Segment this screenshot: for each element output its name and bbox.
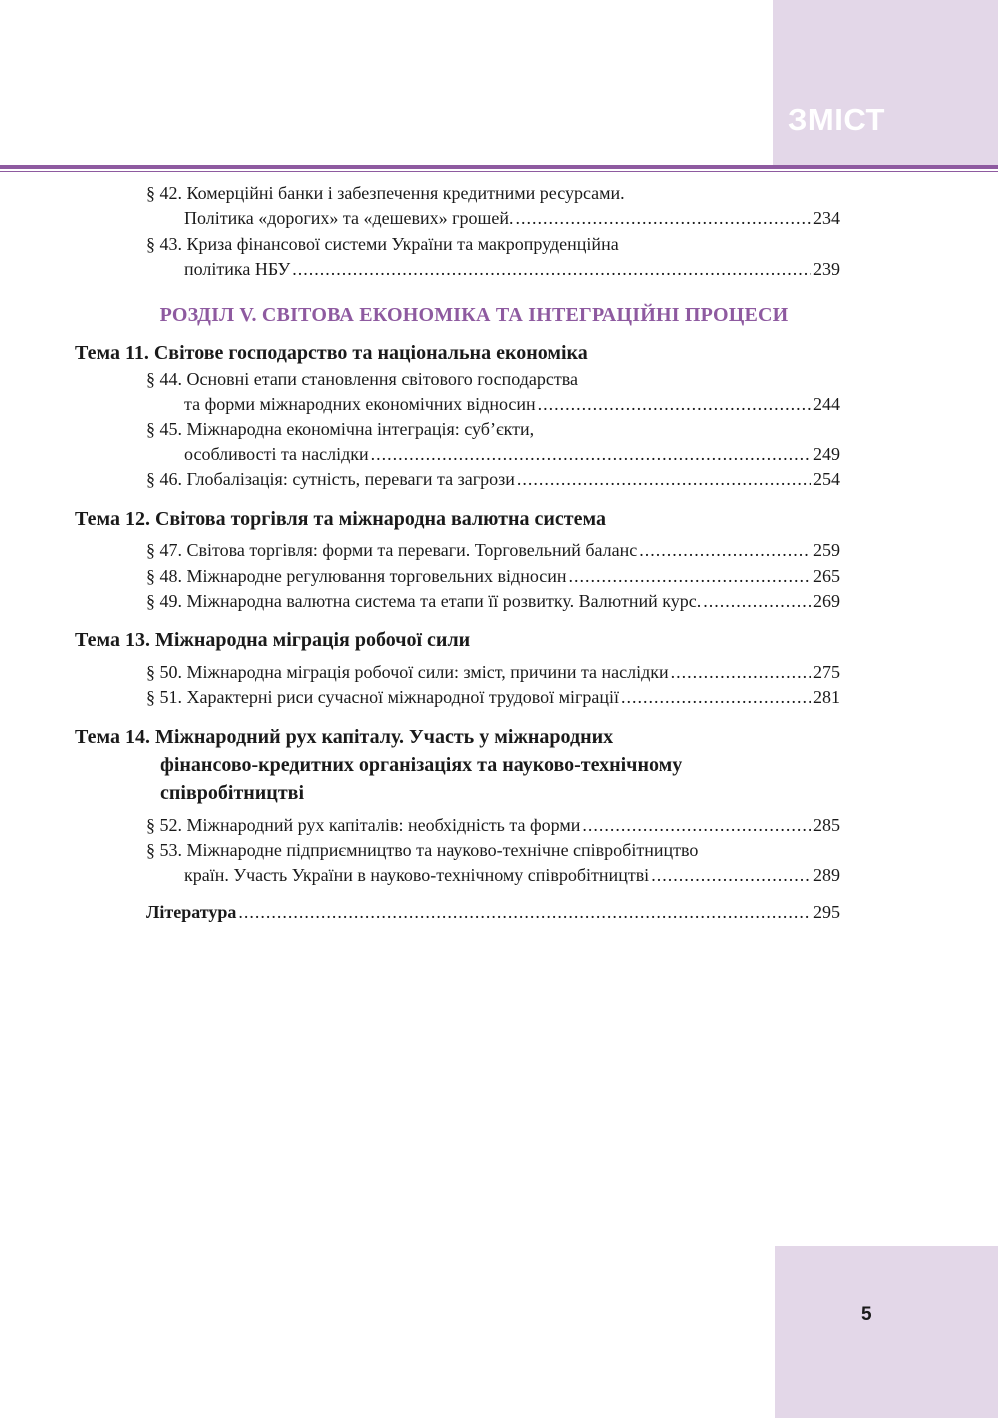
leader-dots — [292, 258, 811, 280]
toc-entry-42-line2: Політика «дорогих» та «дешевих» грошей. — [184, 208, 514, 228]
leader-dots — [538, 393, 811, 415]
toc-entry-46-page: 254 — [813, 469, 840, 489]
toc-entry-43-line1[interactable]: § 43. Криза фінансової системи України та макропруденційна — [146, 234, 619, 254]
header-rule-thin — [0, 171, 998, 172]
toc-entry-49[interactable] — [146, 590, 840, 612]
leader-dots — [639, 539, 811, 561]
toc-entry-43-page: 239 — [813, 259, 840, 279]
section-heading[interactable]: РОЗДІЛ V. СВІТОВА ЕКОНОМІКА ТА ІНТЕГРАЦІЙНІ ПРОЦЕСИ — [159, 304, 789, 326]
toc-entry-44-page: 244 — [813, 394, 840, 414]
toc-entry-53-line2: країн. Участь України в науково-технічному співробітництві — [184, 865, 650, 885]
topic-heading-13[interactable]: Тема 13. Міжнародна міграція робочої сили — [75, 629, 471, 651]
leader-dots — [371, 443, 811, 465]
page-number: 5 — [861, 1304, 872, 1325]
footer-tab — [775, 1246, 998, 1418]
literature-page: 295 — [813, 902, 840, 922]
toc-entry-44[interactable] — [184, 393, 840, 415]
toc-entry-51[interactable] — [146, 686, 840, 708]
toc-entry-50-page: 275 — [813, 662, 840, 682]
toc-entry-50[interactable] — [146, 661, 840, 683]
toc-entry-44-line2: та форми міжнародних економічних відносин — [184, 394, 536, 414]
topic-heading-14[interactable]: Тема 14. Міжнародний рух капіталу. Участь у міжнародних — [75, 726, 614, 748]
toc-entry-45-line2: особливості та наслідки — [184, 444, 369, 464]
toc-entry-literature[interactable] — [146, 901, 840, 923]
page-title: ЗМІСТ — [788, 102, 885, 137]
toc-entry-48[interactable] — [146, 565, 840, 587]
header-tab — [773, 0, 998, 166]
header-rule-thick — [0, 165, 998, 169]
toc-entry-52-title: § 52. Міжнародний рух капіталів: необхідність та форми — [146, 815, 581, 835]
leader-dots — [621, 686, 811, 708]
toc-entry-46-title: § 46. Глобалізація: сутність, переваги та загрози — [146, 469, 515, 489]
toc-entry-53-line1[interactable]: § 53. Міжнародне підприємництво та науково-технічне співробітництво — [146, 840, 699, 860]
toc-entry-51-page: 281 — [813, 687, 840, 707]
toc-entry-52[interactable] — [146, 814, 840, 836]
leader-dots — [582, 814, 811, 836]
leader-dots — [651, 864, 811, 886]
toc-entry-45-line1[interactable]: § 45. Міжнародна економічна інтеграція: суб’єкти, — [146, 419, 535, 439]
toc-entry-47-title: § 47. Світова торгівля: форми та переваги. Торговельний баланс — [146, 540, 638, 560]
leader-dots — [703, 590, 811, 612]
topic-heading-14-line2[interactable]: фінансово-кредитних організаціях та науково-технічному — [160, 754, 683, 776]
toc-entry-47[interactable] — [146, 539, 840, 561]
toc-entry-49-title: § 49. Міжнародна валютна система та етапи її розвитку. Валютний курс. — [146, 591, 702, 611]
toc-entry-43-line2: політика НБУ — [184, 259, 291, 279]
topic-heading-12[interactable]: Тема 12. Світова торгівля та міжнародна валютна система — [75, 508, 606, 530]
toc-entry-51-title: § 51. Характерні риси сучасної міжнародної трудової міграції — [146, 687, 620, 707]
toc-entry-49-page: 269 — [813, 591, 840, 611]
toc-entry-48-page: 265 — [813, 566, 840, 586]
topic-heading-14-line3[interactable]: співробітництві — [160, 782, 305, 804]
leader-dots — [515, 207, 811, 229]
toc-entry-48-title: § 48. Міжнародне регулювання торговельних відносин — [146, 566, 567, 586]
toc-entry-47-page: 259 — [813, 540, 840, 560]
leader-dots — [569, 565, 811, 587]
toc-entry-45[interactable] — [184, 443, 840, 465]
toc-entry-46[interactable] — [146, 468, 840, 490]
toc-entry-45-page: 249 — [813, 444, 840, 464]
toc-entry-42-page: 234 — [813, 208, 840, 228]
toc-entry-52-page: 285 — [813, 815, 840, 835]
topic-heading-11[interactable]: Тема 11. Світове господарство та національна економіка — [75, 342, 588, 364]
toc-entry-42[interactable] — [184, 207, 840, 229]
toc-entry-42-line1[interactable]: § 42. Комерційні банки і забезпечення кредитними ресурсами. — [146, 183, 625, 203]
toc-entry-50-title: § 50. Міжнародна міграція робочої сили: зміст, причини та наслідки — [146, 662, 669, 682]
toc-entry-44-line1[interactable]: § 44. Основні етапи становлення світового господарства — [146, 369, 578, 389]
toc-entry-53-page: 289 — [813, 865, 840, 885]
toc-entry-53[interactable] — [184, 864, 840, 886]
leader-dots — [671, 661, 811, 683]
leader-dots — [238, 901, 811, 923]
leader-dots — [517, 468, 811, 490]
literature-label: Література — [146, 902, 237, 922]
toc-entry-43[interactable] — [184, 258, 840, 280]
